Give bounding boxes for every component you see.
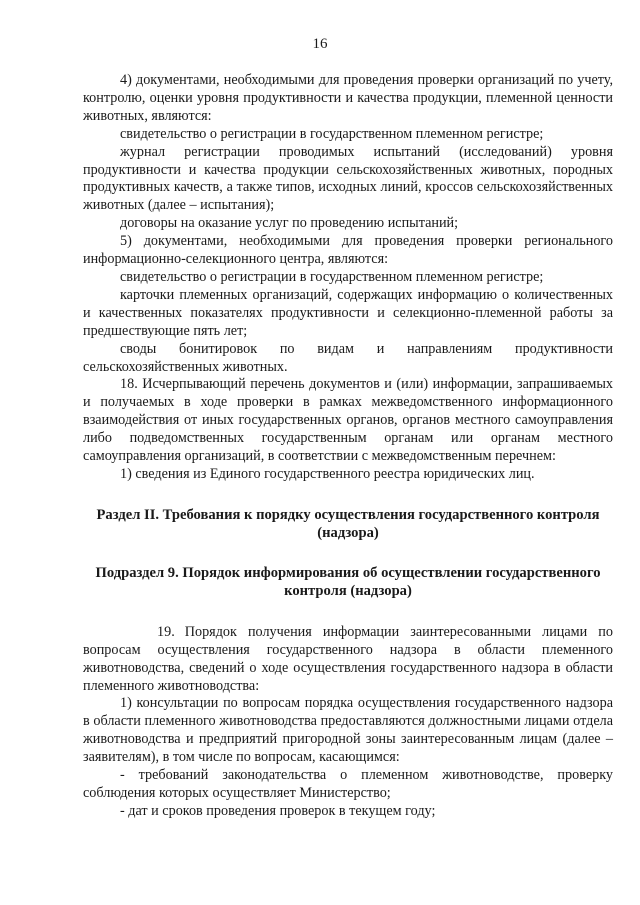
subsection-heading: Подраздел 9. Порядок информирования об осуществлении государственного контроля (надзора): [95, 564, 601, 599]
document-body: [83, 72, 613, 821]
para-consultations: 1) консультации по вопросам порядка осуществления государственного надзора в области племенного животноводства предоставляются должностными лицами отдела животноводства и предприятий пригородной зоны заинтересованным лицам (далее – заявителям), в том числе по вопросам, касающимся:: [83, 695, 613, 766]
para-egrul-info: 1) сведения из Единого государственного реестра юридических лиц.: [120, 465, 535, 482]
para-docs-regional-center: 5) документами, необходимыми для проведения проверки регионального информационно-селекционного центра, являются:: [83, 233, 613, 268]
para-item-18: 18. Исчерпывающий перечень документов и (или) информации, запрашиваемых и получаемых в ходе проверки в рамках межведомственного информационного взаимодействия от иных государственных органов, органов местного самоуправления либо подведомственных государственным органам или органам местного самоуправления организаций, в соответствии с межведомственным перечнем:: [83, 376, 613, 465]
para-legislation-requirements: - требований законодательства о племенном животноводстве, проверку соблюдения которых осуществляет Министерство;: [83, 767, 613, 801]
para-test-journal: журнал регистрации проводимых испытаний (исследований) уровня продуктивности и качества продукции сельскохозяйственных животных, породных продуктивных качеств, а также типов, исходных линий, кроссов сельскохозяйственных животных (далее – испытания);: [83, 143, 613, 214]
para-item-19: [83, 624, 613, 696]
section-heading: Раздел II. Требования к порядку осуществления государственного контроля (надзора): [96, 506, 600, 541]
para-registration-cert-1: свидетельство о регистрации в государственном племенном регистре;: [120, 125, 544, 142]
item-19-text: Порядок получения информации заинтересованными лицами по вопросам осуществления государственного надзора в области племенного животноводства, сведений о ходе осуществления государственного надзора в области племенного животноводства:: [83, 623, 613, 694]
para-grading-summaries: своды бонитировок по видам и направлениям продуктивности сельскохозяйственных животных.: [83, 340, 613, 375]
para-registration-cert-2: свидетельство о регистрации в государственном племенном регистре;: [120, 268, 544, 285]
item-19-number: 19.: [157, 623, 175, 640]
para-inspection-dates: - дат и сроков проведения проверок в текущем году;: [120, 802, 436, 819]
para-service-contracts: договоры на оказание услуг по проведению испытаний;: [120, 215, 459, 232]
para-organization-cards: карточки племенных организаций, содержащих информацию о количественных и качественных показателях продуктивности и селекционно-племенной работы за предшествующие пять лет;: [83, 286, 613, 339]
page-number: 16: [312, 36, 328, 52]
para-docs-organizations: 4) документами, необходимыми для проведения проверки организаций по учету, контролю, оценки уровня продуктивности и качества продукции, племенной ценности животных, являются:: [83, 72, 613, 124]
